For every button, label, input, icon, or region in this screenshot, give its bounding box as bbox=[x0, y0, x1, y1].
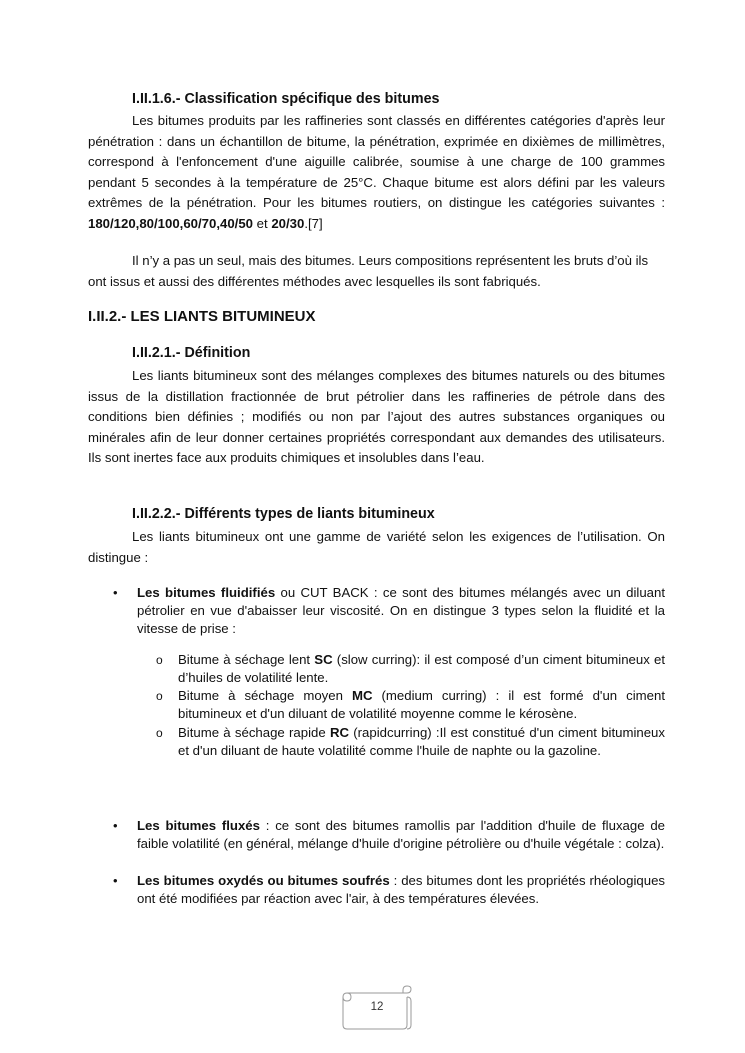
sub-bullet-marker: o bbox=[156, 653, 163, 667]
bullet-marker: • bbox=[113, 818, 118, 833]
list-item-text: : ce sont des bitumes ramollis par l'addition d'huile de fluxage de faible volatilité (en général, mélange d'huile d'origine pétrolière ou d'huile végétale : colza). bbox=[137, 818, 665, 852]
list-item-text: : des bitumes dont les propriétés rhéologiques ont été modifiées par réaction avec l'air, à des températures élevées. bbox=[137, 873, 665, 907]
subsection-heading-types: I.II.2.2.- Différents types de liants bitumineux bbox=[132, 506, 435, 522]
sub-item-text: Bitume à séchage rapide bbox=[178, 725, 330, 740]
sub-item-text: Bitume à séchage moyen bbox=[178, 688, 352, 703]
sub-bullet-marker: o bbox=[156, 726, 163, 740]
sub-list-item-mc bbox=[156, 687, 665, 723]
bullet-marker: • bbox=[113, 585, 118, 600]
conjunction-text: et bbox=[253, 215, 272, 231]
list-item-bitumes-fluidifies bbox=[113, 584, 665, 639]
list-item-text: ou CUT BACK : ce sont des bitumes mélangés avec un diluant pétrolier en vue d'abaisser leur viscosité. On en distingue 3 types selon la fluidité et la vitesse de prise : bbox=[137, 585, 665, 637]
page-number-scroll bbox=[337, 985, 417, 1031]
subsection-heading-definition: I.II.2.1.- Définition bbox=[132, 345, 251, 361]
sub-item-text: (medium curring) : il est formé d'un ciment bitumineux et d'un diluant de volatilité moyenne comme le kérosène. bbox=[178, 688, 665, 722]
section-heading-liants: I.II.2.- LES LIANTS BITUMINEUX bbox=[88, 308, 316, 325]
sub-bullet-marker: o bbox=[156, 689, 163, 703]
paragraph-definition: Les liants bitumineux sont des mélanges complexes des bitumes naturels ou des bitumes issus de la distillation fractionnée de brut pétrolier dans les raffineries de pétrole dans des conditions bien définies ; modifiés ou non par l’ajout des autres substances organiques ou minérales afin de leur donner certaines propriétés correspondant aux demandes des utilisateurs. Ils sont inertes face aux produits chimiques et insolubles dans l’eau. bbox=[88, 368, 665, 465]
paragraph-bitumes-origin: Il n’y a pas un seul, mais des bitumes. Leurs compositions représentent les bruts d’où ils ont issus et aussi des différentes méthodes avec lesquelles ils sont fabriqués. bbox=[88, 253, 649, 289]
list-item-title: Les bitumes oxydés ou bitumes soufrés bbox=[137, 873, 390, 888]
sub-item-text: (slow curring): il est composé d’un ciment bitumineux et d’huiles de volatilité lente. bbox=[178, 652, 666, 686]
reference-mark: .[7] bbox=[304, 215, 323, 231]
sub-item-code: RC bbox=[329, 725, 349, 740]
list-item-bitumes-fluxes bbox=[113, 817, 665, 853]
sub-list-item-sc bbox=[156, 651, 666, 687]
section-heading-classification: I.II.1.6.- Classification spécifique des bitumes bbox=[132, 91, 440, 107]
sub-list-item-rc bbox=[156, 724, 665, 760]
sub-item-code: SC bbox=[314, 652, 333, 667]
paragraph-types-intro: Les liants bitumineux ont une gamme de variété selon les exigences de l’utilisation. On distingue : bbox=[88, 529, 665, 565]
penetration-categories: 180/120,80/100,60/70,40/50 bbox=[88, 215, 253, 231]
list-item-title: Les bitumes fluxés bbox=[137, 818, 260, 833]
paragraph-classification bbox=[88, 111, 665, 234]
page-number: 12 bbox=[370, 1001, 384, 1013]
sub-item-text: Bitume à séchage lent bbox=[178, 652, 315, 667]
penetration-category-last: 20/30 bbox=[271, 215, 305, 231]
sub-item-code: MC bbox=[351, 688, 373, 703]
list-item-title: Les bitumes fluidifiés bbox=[137, 585, 276, 600]
sub-item-text: (rapidcurring) :Il est constitué d'un ciment bitumineux et d'un diluant de haute volatilité comme l'huile de naphte ou la gazoline. bbox=[178, 725, 665, 759]
bullet-marker: • bbox=[113, 873, 118, 888]
paragraph-text: Les bitumes produits par les raffineries sont classés en différentes catégories d'après leur pénétration : dans un échantillon de bitume, la pénétration, exprimée en dixièmes de millimètres, correspond à l'enfoncement d'une aiguille calibrée, soumise à une charge de 100 grammes pendant 5 secondes à la température de 25°C. Chaque bitume est alors défini par les valeurs extrêmes de la pénétration. Pour les bitumes routiers, on distingue les catégories suivantes : bbox=[88, 113, 665, 210]
list-item-bitumes-oxydes bbox=[113, 872, 665, 908]
